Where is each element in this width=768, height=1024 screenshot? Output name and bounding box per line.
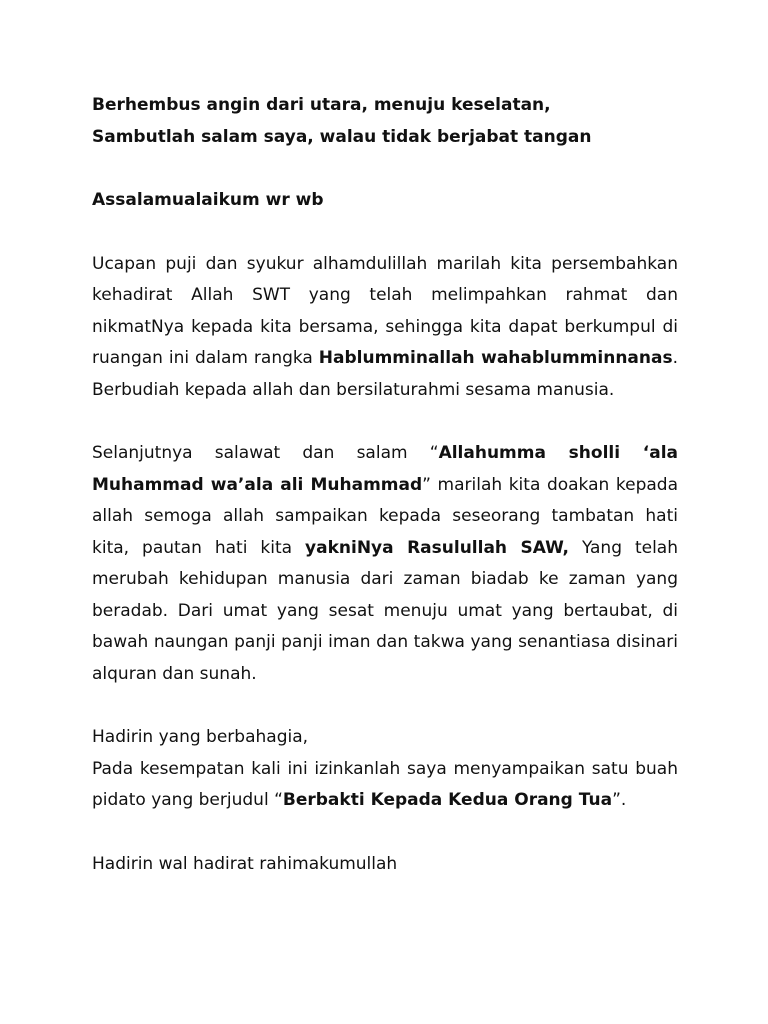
para1-text-a: Ucapan puji dan syukur alhamdulillah marilah kita persembahkan kehadirat Allah SWT yang telah melimpahkan rahmat dan nikmatNya kepada kita bersama, sehingga kita dapat berkumpul di ruangan ini dalam rangka: [92, 253, 678, 368]
closing-line: Hadirin wal hadirat rahimakumullah: [92, 853, 398, 874]
para2-bold-salawat: Allahumma sholli ‘ala Muhammad wa’ala ali Muhammad: [92, 443, 678, 495]
para3-text-a: Pada kesempatan kali ini izinkanlah saya menyampaikan satu buah pidato yang berjudul “: [92, 758, 678, 810]
paragraph-salawat: [92, 438, 678, 690]
opening-pantun: [92, 90, 678, 153]
paragraph-introduction: [92, 722, 678, 817]
para2-text-a: Selanjutnya salawat dan salam “: [92, 443, 439, 463]
para3-bold-title: Berbakti Kepada Kedua Orang Tua: [282, 790, 613, 810]
para1-text-b: . Berbudiah kepada allah dan bersilaturahmi sesama manusia.: [92, 348, 678, 400]
para2-text-b: ” marilah kita doakan kepada allah semoga allah sampaikan kepada seseorang tambatan hati kita, pautan hati kita: [92, 474, 678, 558]
para2-bold-rasulullah: yakniNya Rasulullah SAW,: [305, 537, 569, 558]
para1-bold-phrase: Hablumminallah wahablumminnanas: [318, 348, 673, 368]
hadirin-line: Hadirin yang berbahagia,: [92, 727, 309, 747]
para3-text-b: ”.: [612, 790, 627, 810]
para3-body: [92, 754, 678, 817]
paragraph-opening-praise: [92, 249, 678, 407]
greeting: Assalamualaikum wr wb: [92, 190, 324, 210]
pantun-line-2: Sambutlah salam saya, walau tidak berjabat tangan: [92, 126, 592, 147]
para2-text-c: Yang telah merubah kehidupan manusia dari zaman biadab ke zaman yang beradab. Dari umat yang sesat menuju umat yang bertaubat, di bawah naungan panji panji iman dan takwa yang senantiasa disinari alquran dan sunah.: [92, 537, 678, 684]
document-page: [92, 90, 678, 880]
pantun-line-1: Berhembus angin dari utara, menuju keselatan,: [92, 95, 551, 115]
